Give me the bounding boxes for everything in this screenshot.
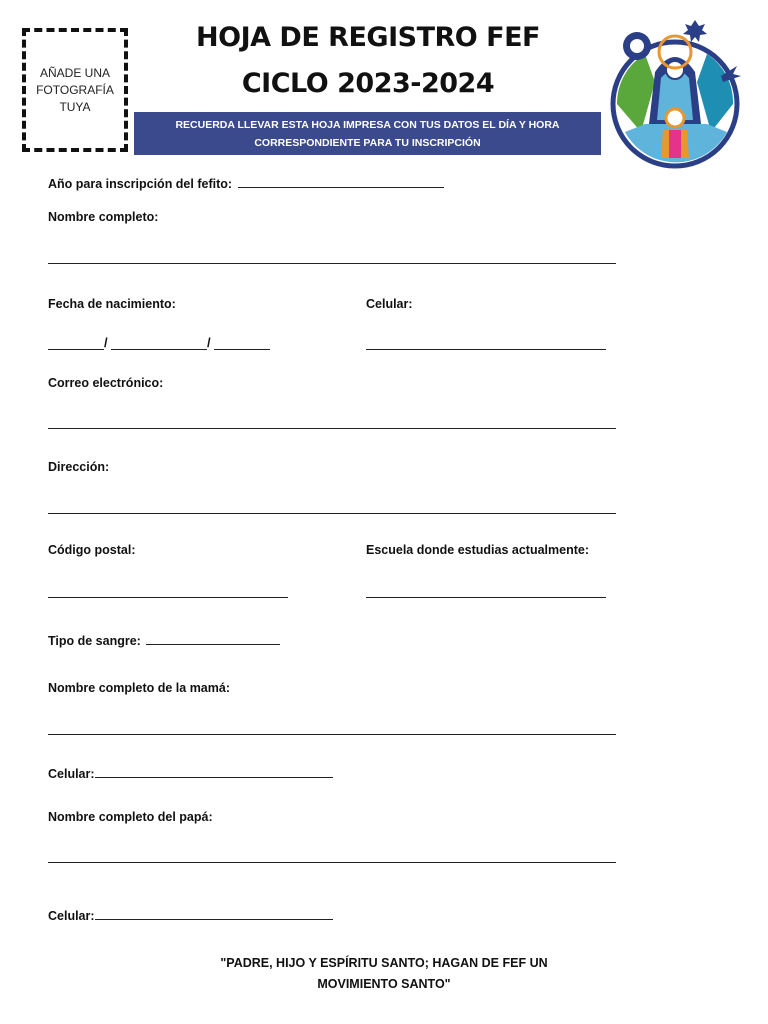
cell-label: Celular:: [366, 297, 413, 311]
birth-month-input-line[interactable]: [111, 349, 207, 350]
full-name-label: Nombre completo:: [48, 210, 159, 224]
address-label: Dirección:: [48, 460, 110, 474]
mother-cell-field[interactable]: [48, 765, 333, 781]
year-label: Año para inscripción del fefito:: [48, 177, 233, 191]
birth-date-label: Fecha de nacimiento:: [48, 297, 176, 311]
school-input-line[interactable]: [366, 597, 606, 598]
year-field[interactable]: [48, 175, 444, 191]
email-label: Correo electrónico:: [48, 376, 164, 390]
mother-name-input-line[interactable]: [48, 734, 616, 735]
father-cell-input-line[interactable]: [95, 907, 333, 920]
birth-day-input-line[interactable]: [48, 349, 104, 350]
footer-quote-line2: MOVIMIENTO SANTO": [317, 977, 451, 991]
page-title: HOJA DE REGISTRO FEF: [196, 22, 540, 53]
full-name-input-line[interactable]: [48, 263, 616, 264]
date-separator: /: [104, 335, 108, 350]
footer-quote: [150, 953, 618, 995]
cell-input-line[interactable]: [366, 349, 606, 350]
instruction-banner: [134, 112, 601, 155]
page-subtitle: CICLO 2023-2024: [241, 68, 495, 99]
father-cell-label: Celular:: [48, 909, 95, 923]
photo-placeholder-text: AÑADE UNA FOTOGRAFÍA TUYA: [36, 65, 114, 114]
email-input-line[interactable]: [48, 428, 616, 429]
year-input-line[interactable]: [238, 175, 444, 188]
father-name-label: Nombre completo del papá:: [48, 810, 213, 824]
mother-cell-label: Celular:: [48, 767, 95, 781]
father-name-input-line[interactable]: [48, 862, 616, 863]
postal-code-label: Código postal:: [48, 543, 136, 557]
father-cell-field[interactable]: [48, 907, 333, 923]
blood-type-field[interactable]: [48, 632, 280, 648]
mother-name-label: Nombre completo de la mamá:: [48, 681, 230, 695]
photo-placeholder[interactable]: [22, 28, 128, 152]
instruction-banner-text: RECUERDA LLEVAR ESTA HOJA IMPRESA CON TUS DATOS EL DÍA Y HORA CORRESPONDIENTE PARA TU INSCRIPCIÓN: [175, 118, 560, 149]
footer-quote-line1: "PADRE, HIJO Y ESPÍRITU SANTO; HAGAN DE FEF UN: [220, 956, 548, 970]
school-label: Escuela donde estudias actualmente:: [366, 543, 589, 557]
address-input-line[interactable]: [48, 513, 616, 514]
birth-year-input-line[interactable]: [214, 349, 270, 350]
postal-code-input-line[interactable]: [48, 597, 288, 598]
mother-cell-input-line[interactable]: [95, 765, 333, 778]
date-separator: /: [207, 335, 211, 350]
blood-type-input-line[interactable]: [146, 632, 280, 645]
fef-logo-icon: [603, 12, 749, 172]
blood-type-label: Tipo de sangre:: [48, 634, 141, 648]
